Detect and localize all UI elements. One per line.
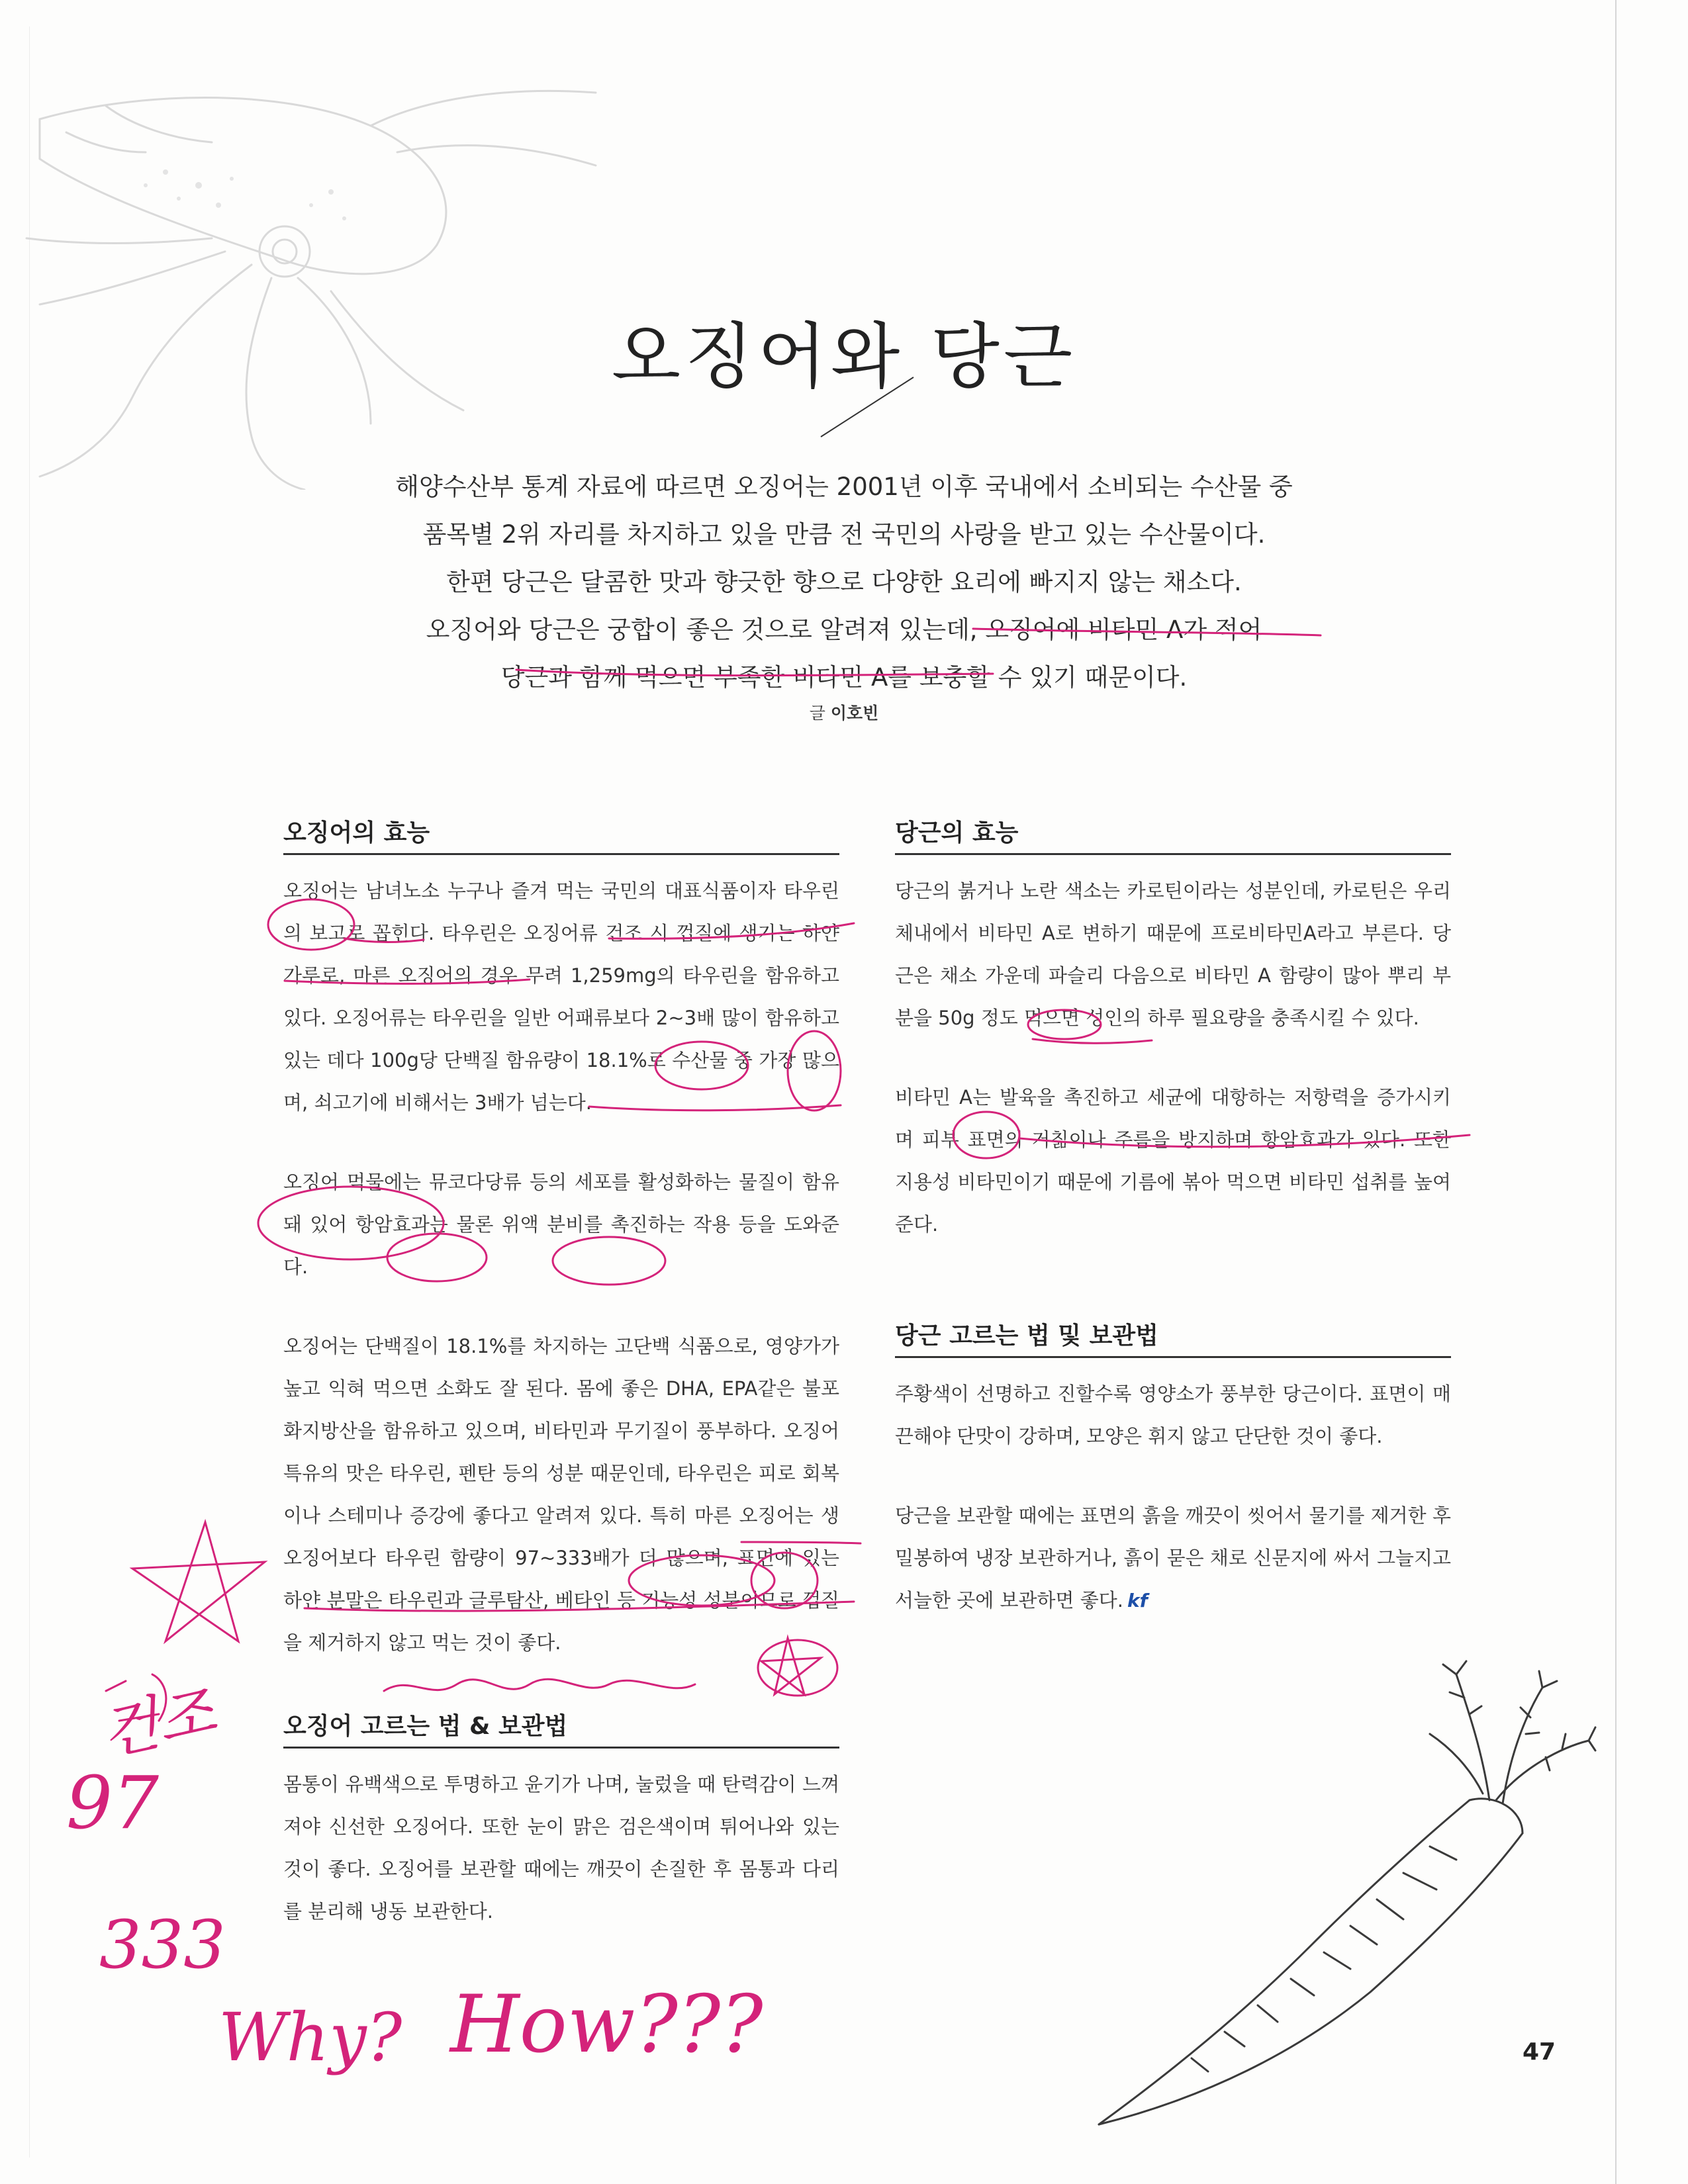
page-number: 47 [1523, 2038, 1556, 2066]
article-intro [331, 463, 1357, 702]
title-divider-slash [814, 371, 920, 443]
section-squid-storage [283, 1707, 839, 1933]
intro-line: 오징어와 당근은 궁합이 좋은 것으로 알려져 있는데, 오징어에 비타민 A가 적어 [426, 615, 1262, 644]
paragraph: 비타민 A는 발육을 촉진하고 세균에 대항하는 저항력을 증가시키며 피부 표면의 거칢이나 주름을 방지하며 항암효과가 있다. 또한 지용성 비타민이기 때문에 기름에 볶아 먹으면 비타민 섭취를 높여준다. [895, 1086, 1451, 1236]
handwritten-note: Why? [218, 1999, 402, 2076]
carrot-illustration [1059, 1635, 1602, 2138]
section-carrot-benefits [895, 814, 1451, 1246]
article-title: 오징어와 당근 [611, 316, 1077, 399]
handwritten-note: 97 [66, 1760, 159, 1845]
paragraph: 오징어 먹물에는 뮤코다당류 등의 세포를 활성화하는 물질이 함유돼 있어 항암효과는 물론 위액 분비를 촉진하는 작용 등을 도와준다. [283, 1171, 839, 1278]
byline-prefix: 글 [809, 704, 825, 723]
section-squid-benefits [283, 814, 839, 1664]
intro-line: 품목별 2위 자리를 차지하고 있을 만큼 전 국민의 사랑을 받고 있는 수산물이다. [422, 520, 1266, 549]
paragraph [895, 1494, 1451, 1622]
intro-line: 당근과 함께 먹으면 부족한 비타민 A를 보충할 수 있기 때문이다. [500, 663, 1188, 692]
star-mark [132, 1522, 265, 1641]
section-title: 당근의 효능 [895, 814, 1451, 855]
handwritten-note: How??? [450, 1979, 763, 2071]
squid-illustration [0, 26, 609, 490]
handwritten-note: 건조 [94, 1676, 222, 1769]
intro-line: 한편 당근은 달콤한 맛과 향긋한 향으로 다양한 요리에 빠지지 않는 채소다. [446, 568, 1242, 596]
paragraph: 주황색이 선명하고 진할수록 영양소가 풍부한 당근이다. 표면이 매끈해야 단맛이 강하며, 모양은 휘지 않고 단단한 것이 좋다. [895, 1383, 1451, 1447]
kf-logo-icon: kf [1127, 1590, 1148, 1612]
paragraph: 오징어는 단백질이 18.1%를 차지하는 고단백 식품으로, 영양가가 높고 익혀 먹으면 소화도 잘 된다. 몸에 좋은 DHA, EPA같은 불포화지방산을 함유하고 있으며, 비타민과 무기질이 풍부하다. 오징어 특유의 맛은 타우린, 펜탄 등의 성분 때문인데, 타우린은 피로 회복이나 스테미나 증강에 좋다고 알려져 있다. 특히 마른 오징어는 생 오징어보다 타우린 함량이 97~333배가 더 많으며, 표면에 있는 하얀 분말은 타우린과 글루탐산, 베타인 등 기능성 성분이므로 껍질을 제거하지 않고 먹는 것이 좋다. [283, 1335, 839, 1654]
paragraph-text: 당근을 보관할 때에는 표면의 흙을 깨끗이 씻어서 물기를 제거한 후 밀봉하여 냉장 보관하거나, 흙이 묻은 채로 신문지에 싸서 그늘지고 서늘한 곳에 보관하면 좋다. [895, 1504, 1451, 1612]
handwritten-note: 333 [99, 1906, 226, 1983]
paragraph: 몸통이 유백색으로 투명하고 윤기가 나며, 눌렀을 때 탄력감이 느껴져야 신선한 오징어다. 또한 눈이 맑은 검은색이며 튀어나와 있는 것이 좋다. 오징어를 보관할 때에는 깨끗이 손질한 후 몸통과 다리를 분리해 냉동 보관한다. [283, 1773, 839, 1923]
section-carrot-storage [895, 1317, 1451, 1622]
section-title: 오징어 고르는 법 & 보관법 [283, 1707, 839, 1749]
section-title: 당근 고르는 법 및 보관법 [895, 1317, 1451, 1358]
intro-line: 해양수산부 통계 자료에 따르면 오징어는 2001년 이후 국내에서 소비되는 수산물 중 [395, 473, 1293, 501]
byline [0, 700, 1688, 724]
byline-author: 이호빈 [830, 704, 879, 723]
section-title: 오징어의 효능 [283, 814, 839, 855]
paragraph: 당근의 붉거나 노란 색소는 카로틴이라는 성분인데, 카로틴은 우리 체내에서 비타민 A로 변하기 때문에 프로비타민A라고 부른다. 당근은 채소 가운데 파슬리 다음으로 비타민 A 함량이 많아 뿌리 부분을 50g 정도 먹으면 성인의 하루 필요량을 충족시킬 수 있다. [895, 880, 1451, 1029]
paragraph: 오징어는 남녀노소 누구나 즐겨 먹는 국민의 대표식품이자 타우린의 보고로 꼽힌다. 타우린은 오징어류 건조 시 껍질에 생기는 하얀가루로, 마른 오징어의 경우 무려 1,259mg의 타우린을 함유하고 있다. 오징어류는 타우린을 일반 어패류보다 2~3배 많이 함유하고 있는 데다 100g당 단백질 함유량이 18.1%로 수산물 중 가장 많으며, 쇠고기에 비해서는 3배가 넘는다. [283, 880, 839, 1114]
